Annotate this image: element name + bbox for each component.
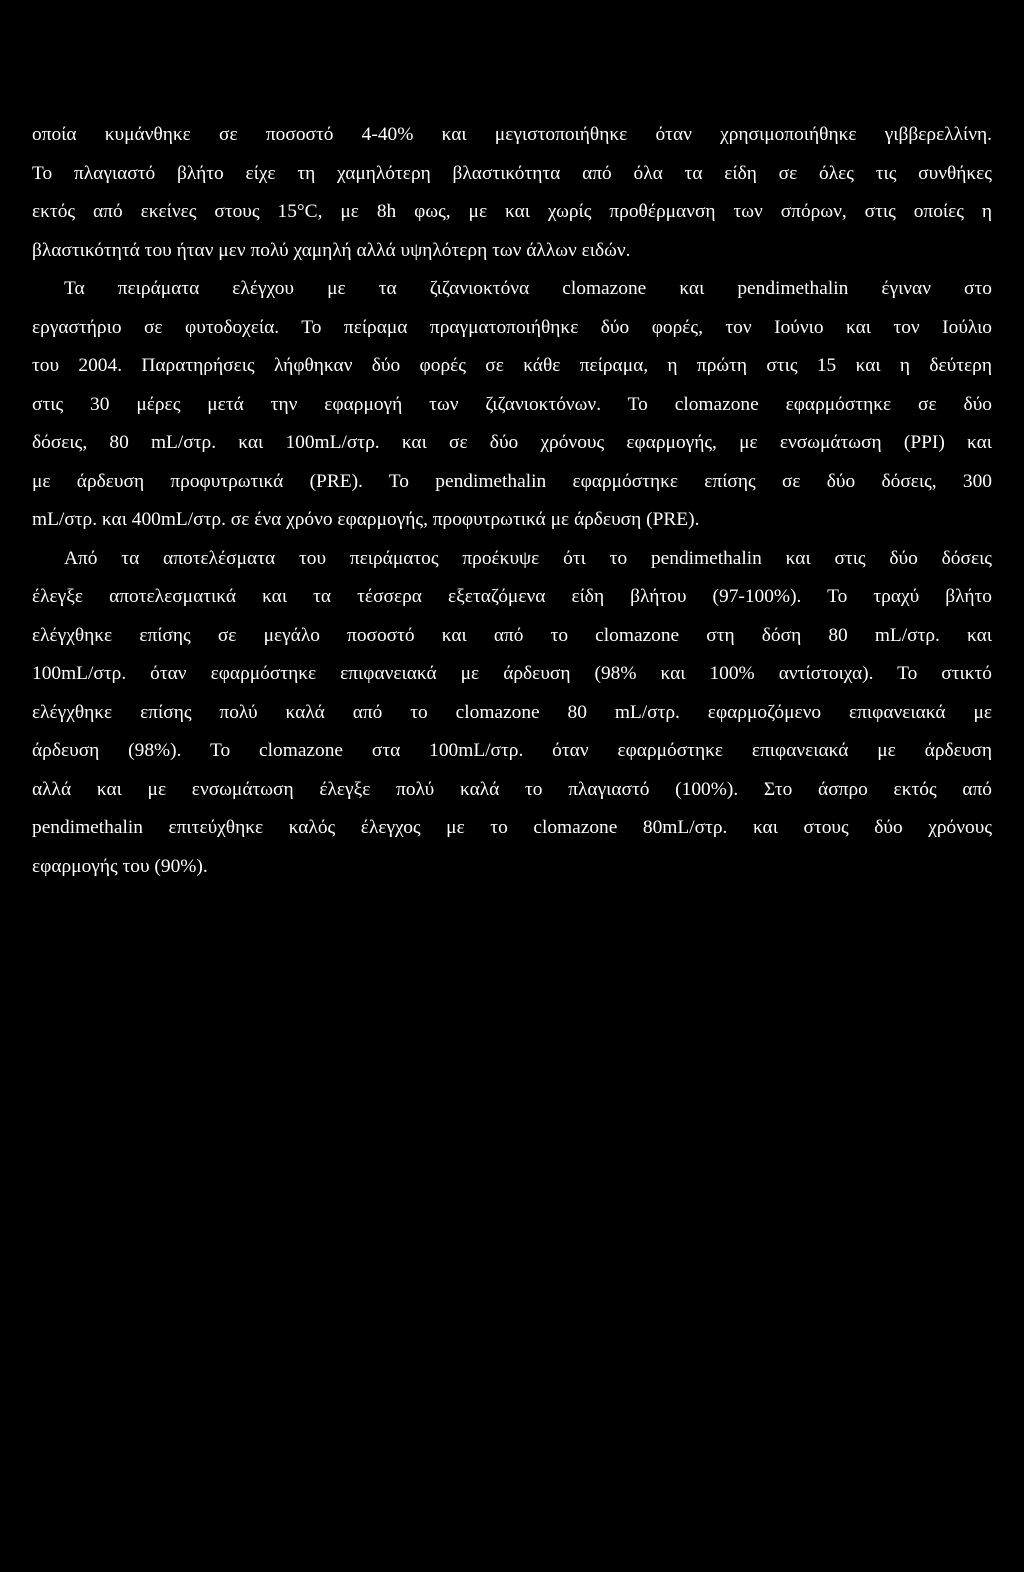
text-line: 100mL/στρ. όταν εφαρμόστηκε επιφανειακά με άρδευση (98% και 100% αντίστοιχα). Το στικτό	[32, 663, 992, 684]
text-line: άρδευση (98%). Το clomazone στα 100mL/στρ. όταν εφαρμόστηκε επιφανειακά με άρδευση	[32, 740, 992, 761]
text-line: βλαστικότητά του ήταν μεν πολύ χαμηλή αλλά υψηλότερη των άλλων ειδών.	[32, 239, 631, 261]
text-line: οποία κυμάνθηκε σε ποσοστό 4-40% και μεγιστοποιήθηκε όταν χρησιμοποιήθηκε γιββερελλίνη.	[32, 124, 992, 145]
text-line: στις 30 μέρες μετά την εφαρμογή των ζιζανιοκτόνων. Το clomazone εφαρμόστηκε σε δύο	[32, 393, 992, 415]
text-line: του 2004. Παρατηρήσεις λήφθηκαν δύο φορές σε κάθε πείραμα, η πρώτη στις 15 και η δεύτερη	[32, 355, 992, 376]
text-line: αλλά και με ενσωμάτωση έλεγξε πολύ καλά το πλαγιαστό (100%). Στο άσπρο εκτός από	[32, 778, 992, 800]
text-line: εργαστήριο σε φυτοδοχεία. Το πείραμα πραγματοποιήθηκε δύο φορές, τον Ιούνιο και τον Ιούλιο	[32, 316, 992, 338]
text-line: Από τα αποτελέσματα του πειράματος προέκυψε ότι το pendimethalin και στις δύο δόσεις	[64, 547, 992, 569]
text-line: Τα πειράματα ελέγχου με τα ζιζανιοκτόνα clomazone και pendimethalin έγιναν στο	[64, 278, 992, 299]
text-line: ελέγχθηκε επίσης σε μεγάλο ποσοστό και από το clomazone στη δόση 80 mL/στρ. και	[32, 624, 992, 646]
text-line: εφαρμογής του (90%).	[32, 855, 208, 877]
paragraph-germination	[32, 116, 992, 270]
paragraph-herbicide-methods	[32, 270, 992, 540]
text-line: Το πλαγιαστό βλήτο είχε τη χαμηλότερη βλαστικότητα από όλα τα είδη σε όλες τις συνθήκες	[32, 162, 992, 184]
text-line: έλεγξε αποτελεσματικά και τα τέσσερα εξεταζόμενα είδη βλήτου (97-100%). Το τραχύ βλήτο	[32, 586, 992, 607]
text-line: ελέγχθηκε επίσης πολύ καλά από το clomazone 80 mL/στρ. εφαρμοζόμενο επιφανειακά με	[32, 701, 992, 723]
body-text	[32, 116, 992, 886]
text-line: με άρδευση προφυτρωτικά (PRE). Το pendimethalin εφαρμόστηκε επίσης σε δύο δόσεις, 300	[32, 470, 992, 492]
text-line: pendimethalin επιτεύχθηκε καλός έλεγχος με το clomazone 80mL/στρ. και στους δύο χρόνους	[32, 817, 992, 838]
text-line: mL/στρ. και 400mL/στρ. σε ένα χρόνο εφαρμογής, προφυτρωτικά με άρδευση (PRE).	[32, 509, 700, 530]
text-line: δόσεις, 80 mL/στρ. και 100mL/στρ. και σε δύο χρόνους εφαρμογής, με ενσωμάτωση (PPI) και	[32, 432, 992, 453]
paragraph-results	[32, 540, 992, 887]
text-line: εκτός από εκείνες στους 15°C, με 8h φως, με και χωρίς προθέρμανση των σπόρων, στις οποίες η	[32, 201, 992, 222]
